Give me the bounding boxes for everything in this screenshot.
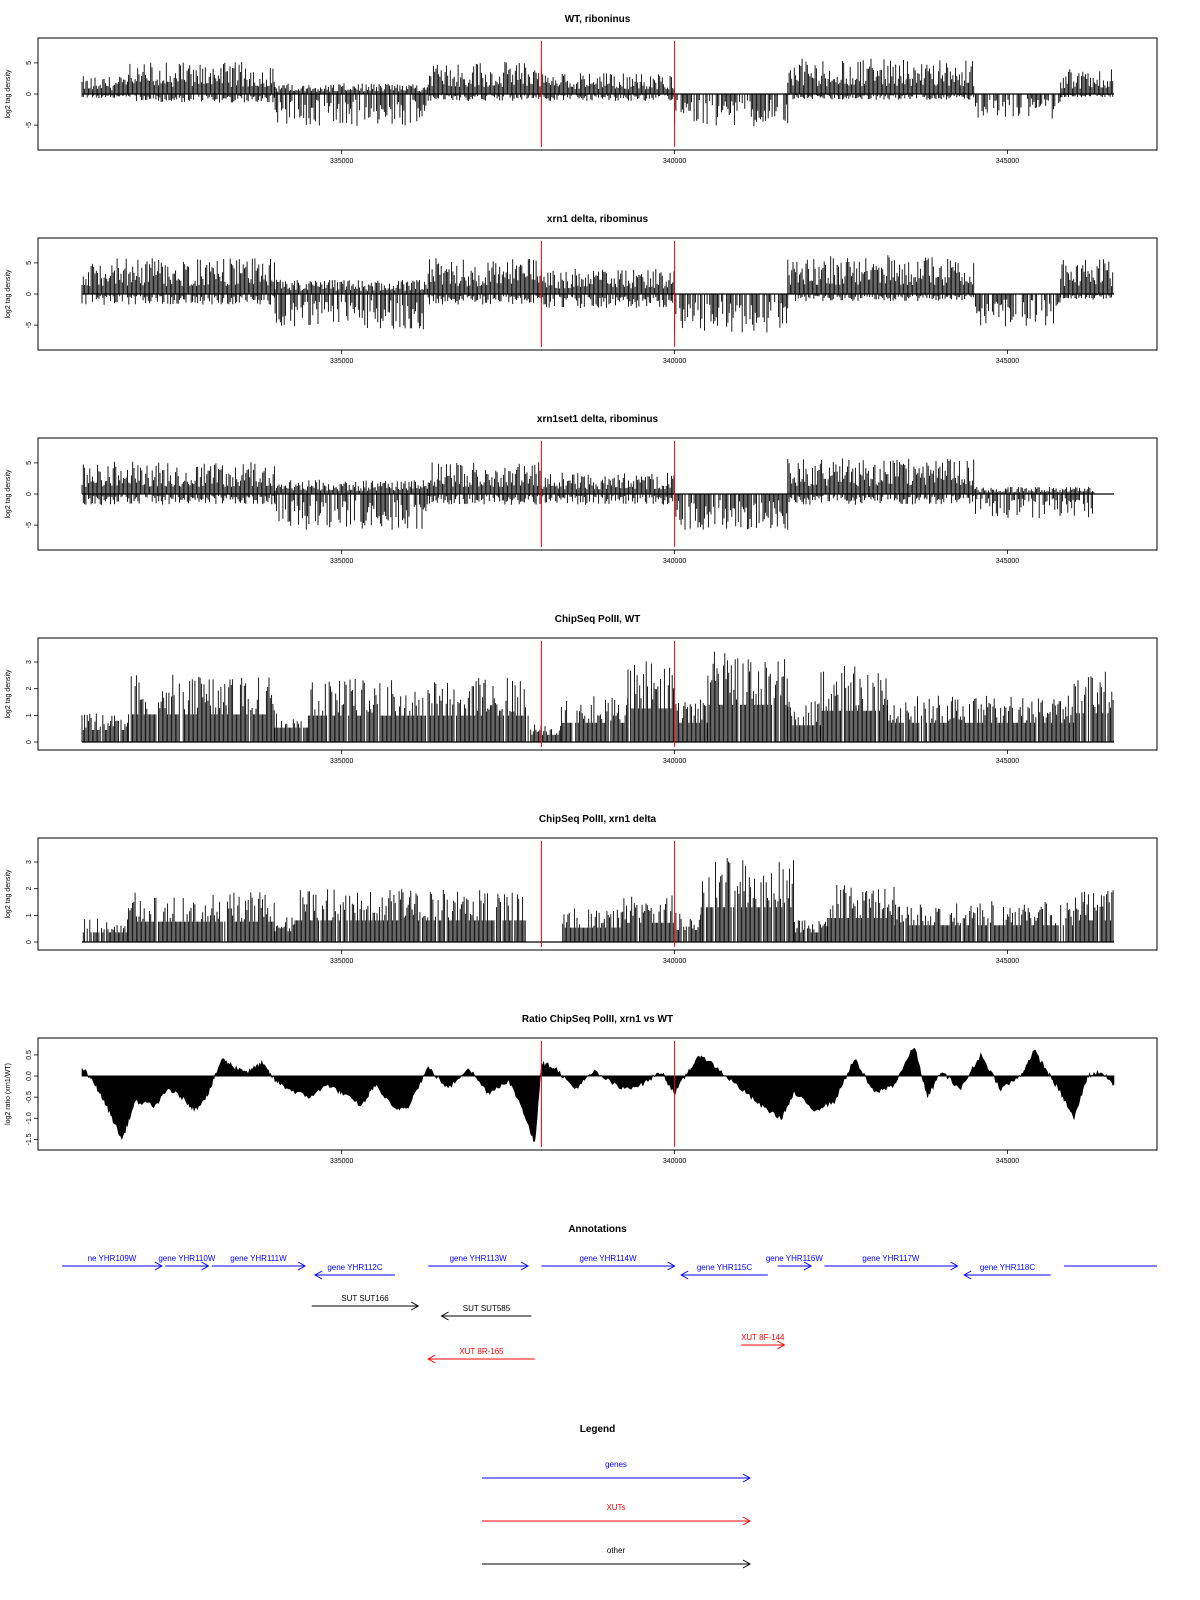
y-tick-label: 0 xyxy=(26,92,33,96)
y-axis-label: log2 tag density xyxy=(5,69,12,119)
chart-title: xrn1set1 delta, ribominus xyxy=(536,414,659,425)
chart-title: xrn1 delta, ribominus xyxy=(546,214,649,225)
annotation-label: XUT 8R-165 xyxy=(459,1347,504,1356)
y-tick-label: 3 xyxy=(26,860,33,864)
annotation-label: gene YHR110W xyxy=(158,1254,216,1263)
annotation-xut xyxy=(741,1333,785,1349)
x-tick-label: 340000 xyxy=(662,1158,687,1165)
annotation-gene xyxy=(315,1263,395,1279)
ratio-area xyxy=(82,1048,1114,1141)
x-tick-label: 340000 xyxy=(662,358,687,365)
y-tick-label: 0.0 xyxy=(26,1071,33,1081)
x-tick-label: 335000 xyxy=(329,558,354,565)
x-tick-label: 335000 xyxy=(329,358,354,365)
x-tick-label: 345000 xyxy=(995,558,1020,565)
data-series xyxy=(82,652,1114,742)
annotation-label: gene YHR112C xyxy=(327,1263,383,1272)
annotation-label: ne YHR109W xyxy=(87,1254,137,1263)
chart-panel-2 xyxy=(5,414,1157,565)
annotation-gene xyxy=(824,1254,957,1270)
y-tick-label: -5 xyxy=(26,521,33,529)
data-series xyxy=(82,255,1114,333)
annotation-xut xyxy=(428,1347,535,1363)
legend-label: other xyxy=(606,1546,626,1555)
legend-label: XUTs xyxy=(606,1503,626,1512)
legend-item-other xyxy=(482,1546,750,1568)
y-tick-label: 0 xyxy=(26,492,33,496)
annotation-gene xyxy=(62,1254,162,1270)
x-tick-label: 335000 xyxy=(329,958,354,965)
data-series xyxy=(82,1048,1114,1141)
annotation-other xyxy=(442,1304,532,1320)
y-tick-label: -5 xyxy=(26,121,33,129)
x-tick-label: 345000 xyxy=(995,358,1020,365)
annotation-label: gene YHR117W xyxy=(862,1254,920,1263)
y-tick-label: -5 xyxy=(26,321,33,329)
y-tick-label: 1 xyxy=(26,713,33,718)
bar-series xyxy=(82,652,1113,742)
chart-panel-0 xyxy=(5,14,1157,165)
legend-title: Legend xyxy=(579,1424,616,1435)
chart-title: ChipSeq PolII, xrn1 delta xyxy=(538,814,657,825)
annotation-label: gene YHR115C xyxy=(696,1263,753,1272)
data-series xyxy=(82,459,1114,530)
y-tick-label: 0 xyxy=(26,940,33,944)
x-tick-label: 335000 xyxy=(329,758,354,765)
annotation-label: gene YHR118C xyxy=(979,1263,1036,1272)
y-tick-label: 0 xyxy=(26,292,33,296)
x-tick-label: 345000 xyxy=(995,958,1020,965)
y-tick-label: -1.5 xyxy=(26,1133,33,1146)
y-tick-label: 5 xyxy=(26,460,33,465)
y-tick-label: 1 xyxy=(26,913,33,918)
x-tick-label: 345000 xyxy=(995,1158,1020,1165)
annotation-label: SUT SUT166 xyxy=(341,1294,389,1303)
chart-panel-1 xyxy=(5,214,1157,365)
x-tick-label: 345000 xyxy=(995,158,1020,165)
y-tick-label: 0.5 xyxy=(26,1050,33,1060)
annotation-gene xyxy=(964,1263,1051,1279)
annotation-track xyxy=(62,1224,1157,1363)
annotation-label: XUT 8F-144 xyxy=(741,1333,785,1342)
bar-series xyxy=(82,858,1113,942)
y-tick-label: 0 xyxy=(26,740,33,744)
annotation-gene xyxy=(158,1254,216,1270)
annotation-other xyxy=(312,1294,419,1310)
chart-title: WT, riboninus xyxy=(564,14,631,25)
y-tick-label: 3 xyxy=(26,660,33,664)
y-tick-label: -1.0 xyxy=(26,1112,33,1125)
chart-title: ChipSeq PolII, WT xyxy=(554,614,641,625)
y-axis-label: log2 tag density xyxy=(5,669,12,719)
annotation-gene xyxy=(766,1254,824,1270)
x-tick-label: 340000 xyxy=(662,558,687,565)
legend-item-gene xyxy=(482,1460,750,1482)
y-axis-label: log2 tag density xyxy=(5,869,12,919)
chart-panel-4 xyxy=(5,814,1157,965)
annotation-gene xyxy=(681,1263,768,1279)
y-tick-label: 2 xyxy=(26,886,33,891)
annotation-gene xyxy=(428,1254,528,1270)
y-tick-label: 2 xyxy=(26,686,33,691)
legend xyxy=(482,1424,750,1568)
chart-title: Ratio ChipSeq PolII, xrn1 vs WT xyxy=(521,1014,674,1025)
data-series xyxy=(82,59,1114,127)
annotation-label: gene YHR111W xyxy=(230,1254,287,1263)
y-axis-label: log2 tag density xyxy=(5,269,12,319)
x-tick-label: 340000 xyxy=(662,158,687,165)
y-axis-label: log2 ratio (xrn1/WT) xyxy=(5,1063,12,1125)
chart-panels xyxy=(5,14,1157,1165)
annotation-gene xyxy=(212,1254,305,1270)
legend-label: genes xyxy=(605,1460,627,1469)
y-tick-label: 5 xyxy=(26,60,33,65)
legend-item-xut xyxy=(482,1503,750,1525)
x-tick-label: 345000 xyxy=(995,758,1020,765)
y-axis-label: log2 tag density xyxy=(5,469,12,519)
chart-panel-5 xyxy=(5,1014,1157,1165)
y-tick-label: -0.5 xyxy=(26,1091,33,1104)
y-tick-label: 5 xyxy=(26,260,33,265)
annotation-gene xyxy=(541,1254,674,1270)
x-tick-label: 340000 xyxy=(662,958,687,965)
chart-panel-3 xyxy=(5,614,1157,765)
bar-series xyxy=(82,59,1113,127)
annotation-label: gene YHR116W xyxy=(765,1254,823,1263)
x-tick-label: 335000 xyxy=(329,1158,354,1165)
annotation-label: gene YHR113W xyxy=(449,1254,507,1263)
annotation-label: gene YHR114W xyxy=(579,1254,637,1263)
data-series xyxy=(82,858,1114,942)
annotations-title: Annotations xyxy=(568,1224,627,1235)
x-tick-label: 335000 xyxy=(329,158,354,165)
annotation-label: SUT SUT585 xyxy=(462,1304,511,1313)
x-tick-label: 340000 xyxy=(662,758,687,765)
